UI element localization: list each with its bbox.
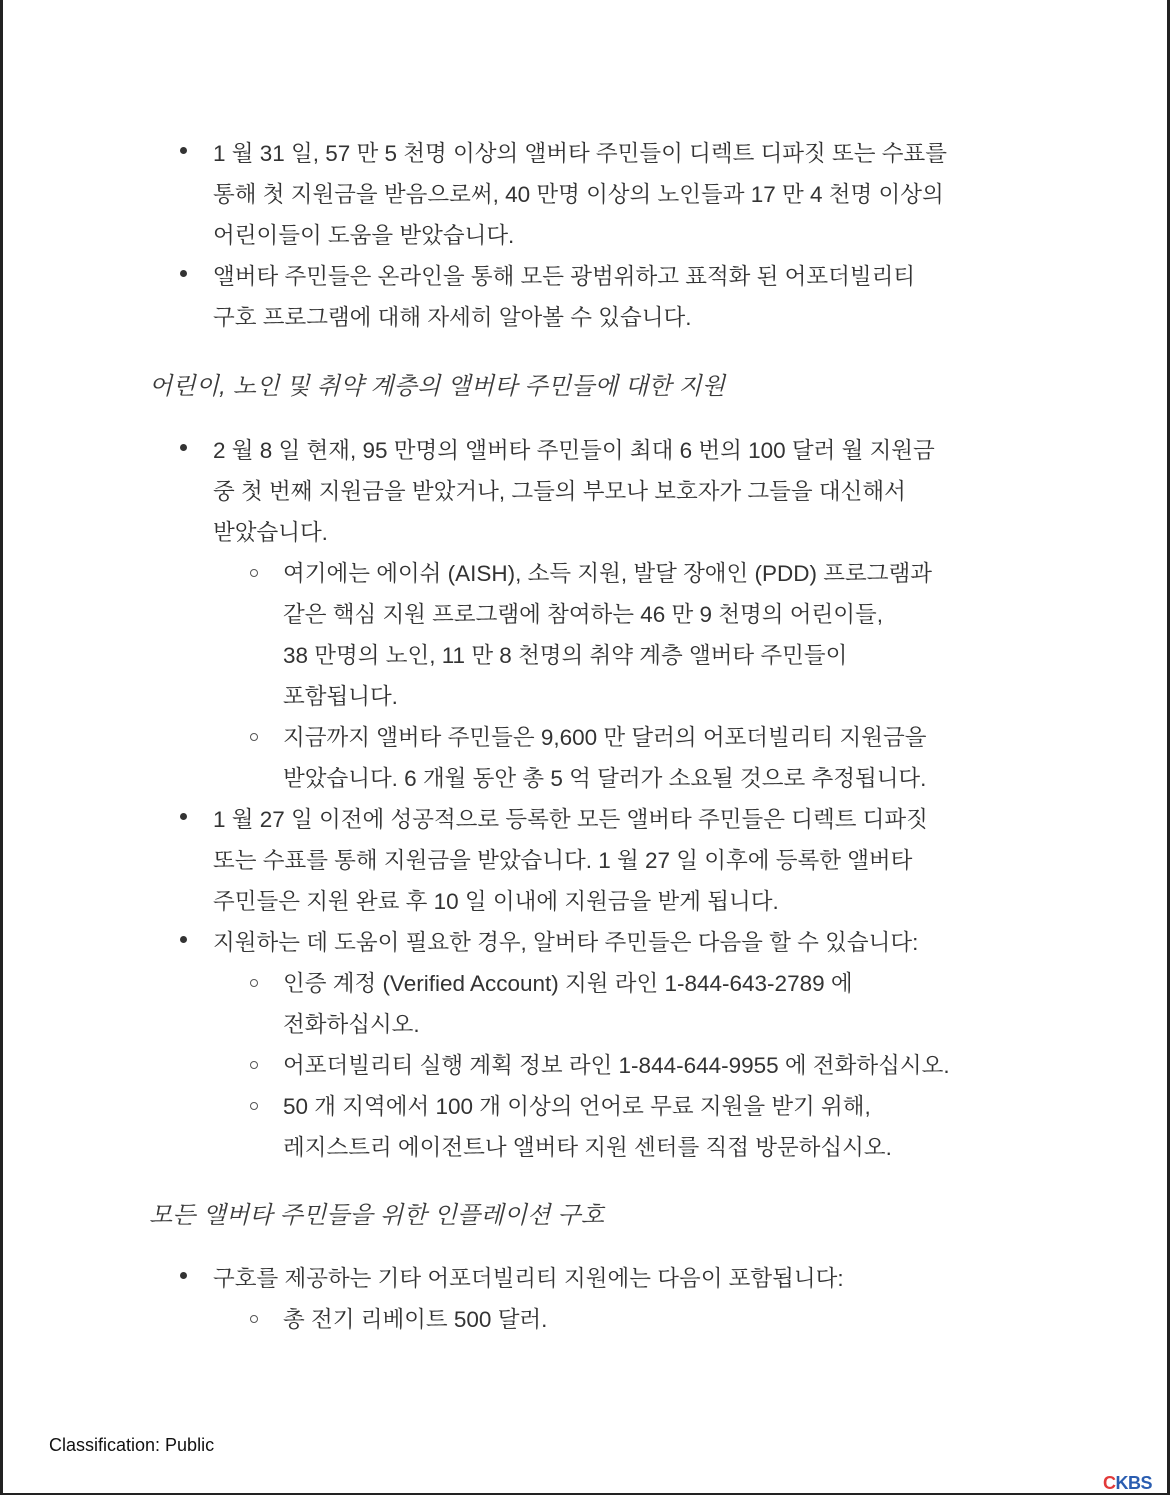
logo-letter-c: C — [1103, 1473, 1116, 1493]
logo-letters: KBS — [1115, 1473, 1153, 1493]
list-item-line: 1 월 31 일, 57 만 5 천명 이상의 앨버타 주민들이 디렉트 디파짓 또는 수표를 — [213, 141, 947, 166]
section-heading: 모든 앨버타 주민들을 위한 인플레이션 구호 — [149, 1202, 605, 1229]
circle-bullet-icon — [250, 733, 258, 741]
circle-bullet-icon — [250, 1315, 258, 1323]
circle-bullet-icon — [250, 569, 258, 577]
list-item-line: 2 월 8 일 현재, 95 만명의 앨버타 주민들이 최대 6 번의 100 달러 월 지원금 — [213, 438, 935, 463]
classification-footer: Classification: Public — [49, 1435, 215, 1455]
list-item-line: 통해 첫 지원금을 받음으로써, 40 만명 이상의 노인들과 17 만 4 천명 이상의 — [213, 182, 944, 207]
circle-bullet-icon — [250, 1102, 258, 1110]
list-item-line: 중 첫 번째 지원금을 받았거나, 그들의 부모나 보호자가 그들을 대신해서 — [213, 479, 906, 504]
circle-bullet-icon — [250, 1061, 258, 1069]
sub-item-line: 받았습니다. 6 개월 동안 총 5 억 달러가 소요될 것으로 추정됩니다. — [283, 766, 927, 791]
bullet-icon — [180, 270, 187, 277]
bullet-icon — [180, 444, 187, 451]
sub-item-line: 레지스트리 에이전트나 앨버타 지원 센터를 직접 방문하십시오. — [283, 1135, 892, 1160]
sub-list-item — [213, 963, 1023, 1045]
list-item-line: 주민들은 지원 완료 후 10 일 이내에 지원금을 받게 됩니다. — [213, 889, 779, 914]
bullet-icon — [180, 936, 187, 943]
list-item-line: 구호를 제공하는 기타 어포더빌리티 지원에는 다음이 포함됩니다: — [213, 1266, 844, 1291]
list-item — [3, 256, 1170, 338]
list-item — [3, 1258, 1170, 1340]
list-item-line: 받았습니다. — [213, 520, 328, 545]
bullet-list-support — [3, 430, 1170, 1168]
sub-item-line: 지금까지 앨버타 주민들은 9,600 만 달러의 어포더빌리티 지원금을 — [283, 725, 927, 750]
sub-item-line: 같은 핵심 지원 프로그램에 참여하는 46 만 9 천명의 어린이들, — [283, 602, 883, 627]
sub-item-line: 50 개 지역에서 100 개 이상의 언어로 무료 지원을 받기 위해, — [283, 1094, 871, 1119]
list-item — [3, 799, 1170, 922]
sub-item-line: 38 만명의 노인, 11 만 8 천명의 취약 계층 앨버타 주민들이 — [283, 643, 848, 668]
sub-item-line: 총 전기 리베이트 500 달러. — [283, 1307, 548, 1332]
sub-item-line: 전화하십시오. — [283, 1012, 420, 1037]
sub-list — [213, 553, 1023, 799]
sub-list-item — [213, 1299, 1023, 1340]
list-item-line: 지원하는 데 도움이 필요한 경우, 알버타 주민들은 다음을 할 수 있습니다: — [213, 930, 919, 955]
list-item — [3, 430, 1170, 799]
list-item — [3, 133, 1170, 256]
kbs-watermark-logo — [1103, 1473, 1152, 1494]
sub-list — [213, 963, 1023, 1168]
bullet-list-inflation — [3, 1258, 1170, 1340]
list-item — [3, 922, 1170, 1168]
sub-list-item — [213, 553, 1023, 717]
list-item-line: 구호 프로그램에 대해 자세히 알아볼 수 있습니다. — [213, 305, 692, 330]
sub-list — [213, 1299, 1023, 1340]
bullet-list-top — [3, 133, 1170, 338]
list-item-line: 1 월 27 일 이전에 성공적으로 등록한 모든 앨버타 주민들은 디렉트 디파짓 — [213, 807, 928, 832]
bullet-icon — [180, 147, 187, 154]
sub-list-item — [213, 717, 1023, 799]
sub-item-line: 여기에는 에이쉬 (AISH), 소득 지원, 발달 장애인 (PDD) 프로그램과 — [283, 561, 932, 586]
list-item-line: 앨버타 주민들은 온라인을 통해 모든 광범위하고 표적화 된 어포더빌리티 — [213, 264, 916, 289]
bullet-icon — [180, 1272, 187, 1279]
sub-item-line: 인증 계정 (Verified Account) 지원 라인 1-844-643-2789 에 — [283, 971, 853, 996]
list-item-line: 어린이들이 도움을 받았습니다. — [213, 223, 515, 248]
section-heading: 어린이, 노인 및 취약 계층의 앨버타 주민들에 대한 지원 — [149, 373, 726, 400]
sub-item-line: 포함됩니다. — [283, 684, 398, 709]
bullet-icon — [180, 813, 187, 820]
circle-bullet-icon — [250, 979, 258, 987]
list-item-line: 또는 수표를 통해 지원금을 받았습니다. 1 월 27 일 이후에 등록한 앨버타 — [213, 848, 913, 873]
sub-list-item — [213, 1045, 1023, 1086]
sub-list-item — [213, 1086, 1023, 1168]
sub-item-line: 어포더빌리티 실행 계획 정보 라인 1-844-644-9955 에 전화하십시오. — [283, 1053, 950, 1078]
